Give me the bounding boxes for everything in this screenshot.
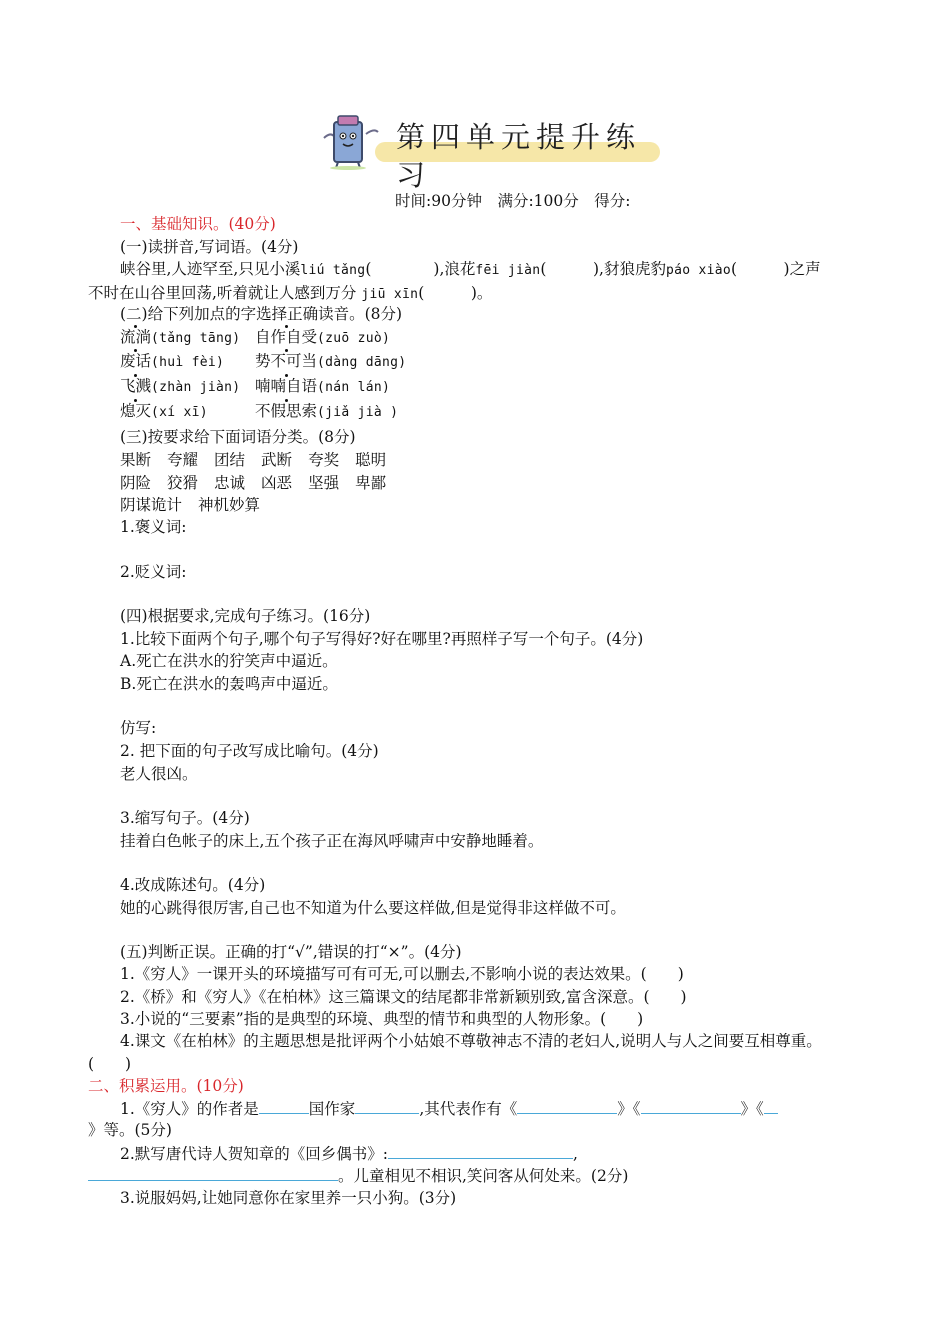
s2-item1: 1.《穷人》的作者是 国作家 ,其代表作有《 》《 》《 [120, 1097, 778, 1120]
q1-line1: 峡谷里,人迹罕至,只见小溪liú tǎng( ),浪花fēi jiàn( ),豺狼虎豹páo xiào( )之声 [120, 260, 821, 278]
word-list-row1 [120, 449, 402, 471]
word-item: 坚强 [308, 474, 340, 492]
book-mascot-icon [320, 112, 380, 170]
pinyin-liu-tang: liú tǎng [300, 263, 366, 278]
q4-item2: 2. 把下面的句子改写成比喻句。(4分) [120, 742, 379, 760]
word-list-row2 [120, 472, 402, 494]
q4-item3-text: 挂着白色帐子的床上,五个孩子正在海风呼啸声中安静地睡着。 [120, 832, 544, 850]
author-name-blank[interactable] [355, 1097, 419, 1114]
q5-item2: 2.《桥》和《穷人》《在柏林》这三篇课文的结尾都非常新颖别致,富含深意。( ) [120, 988, 687, 1006]
page-title: 第四单元提升练习 [396, 120, 642, 192]
title-banner [320, 112, 665, 192]
q4-item4-text: 她的心跳得很厉害,自己也不知道为什么要这样做,但是觉得非这样做不可。 [120, 899, 626, 917]
word-item: 神机妙算 [198, 496, 261, 514]
pinyin-choice[interactable]: (zhàn jiàn) [151, 380, 241, 395]
pinyin-choice[interactable]: (huì fèi) [151, 355, 225, 370]
q4-item3: 3.缩写句子。(4分) [120, 809, 250, 827]
word-item: 凶恶 [261, 474, 293, 492]
q4-sentence-b: B.死亡在洪水的轰鸣声中逼近。 [120, 675, 338, 693]
q4-item1: 1.比较下面两个句子,哪个句子写得好?好在哪里?再照样子写一个句子。(4分) [120, 630, 644, 648]
q2-row: 喃喃自语(nán lán) [255, 377, 391, 395]
word-item: 夸耀 [167, 451, 199, 469]
word-item: 武断 [261, 451, 293, 469]
work2-blank[interactable] [641, 1097, 741, 1114]
q2-row: 废话(huì fèi) [120, 352, 225, 370]
word-list-row3 [120, 494, 276, 516]
pinyin-choice[interactable]: (xí xī) [151, 405, 208, 420]
q2-row: 熄灭(xí xī) [120, 402, 208, 420]
q5-item3: 3.小说的“三要素”指的是典型的环境、典型的情节和典型的人物形象。( ) [120, 1010, 644, 1028]
work3-blank[interactable] [764, 1097, 778, 1114]
pinyin-jiu-xin: jiū xīn [361, 287, 419, 302]
q4-item2-text: 老人很凶。 [120, 765, 198, 783]
answer-blank[interactable]: ( )之声 [730, 260, 821, 278]
q1-line2: 不时在山谷里回荡,听着就让人感到万分 jiū xīn( )。 [88, 284, 493, 302]
q1-heading: (一)读拼音,写词语。(4分) [120, 238, 299, 256]
s2-item2: 2.默写唐代诗人贺知章的《回乡偶书》: , [120, 1142, 578, 1165]
author-blank[interactable] [259, 1097, 309, 1114]
answer-blank[interactable]: ( ),浪花 [365, 260, 476, 278]
pinyin-choice[interactable]: (dàng dāng) [317, 355, 407, 370]
s2-item2-line2: 。儿童相见不相识,笑问客从何处来。(2分) [88, 1164, 628, 1187]
q5-heading: (五)判断正误。正确的打“√”,错误的打“×”。(4分) [120, 943, 462, 961]
exam-meta: 时间:90分钟 满分:100分 得分: [395, 192, 631, 210]
pinyin-choice[interactable]: (tǎng tāng) [151, 331, 241, 346]
word-item: 卑鄙 [355, 474, 387, 492]
word-item: 果断 [120, 451, 152, 469]
q3-heading: (三)按要求给下面词语分类。(8分) [120, 428, 356, 446]
poem-line2-blank[interactable] [88, 1164, 338, 1181]
q2-row: 流淌(tǎng tāng) [120, 328, 241, 346]
word-item: 夸奖 [308, 451, 340, 469]
answer-blank[interactable]: ( )。 [418, 284, 493, 302]
word-item: 忠诚 [214, 474, 246, 492]
word-item: 阴谋诡计 [120, 496, 183, 514]
word-item: 狡猾 [167, 474, 199, 492]
s2-item3: 3.说服妈妈,让她同意你在家里养一只小狗。(3分) [120, 1189, 457, 1207]
answer-blank[interactable]: ( ),豺狼虎豹 [540, 260, 666, 278]
q2-row: 势不可当(dàng dāng) [255, 352, 407, 370]
q4-heading: (四)根据要求,完成句子练习。(16分) [120, 607, 371, 625]
q3-item1: 1.褒义词: [120, 518, 187, 536]
q3-item2: 2.贬义词: [120, 563, 187, 581]
q2-heading: (二)给下列加点的字选择正确读音。(8分) [120, 305, 403, 323]
q5-item4: 4.课文《在柏林》的主题思想是批评两个小姑娘不尊敬神志不清的老妇人,说明人与人之间要互相尊重。 [120, 1032, 822, 1050]
q5-item4-answer[interactable]: ( ) [88, 1055, 132, 1073]
pinyin-pao-xiao: páo xiào [665, 263, 731, 278]
pinyin-fei-jian: fēi jiàn [475, 263, 541, 278]
poem-line1-blank[interactable] [388, 1142, 573, 1159]
word-item: 阴险 [120, 474, 152, 492]
section2-heading: 二、积累运用。(10分) [88, 1077, 244, 1095]
q2-row: 飞溅(zhàn jiàn) [120, 377, 241, 395]
word-item: 聪明 [355, 451, 387, 469]
q5-item1: 1.《穷人》一课开头的环境描写可有可无,可以删去,不影响小说的表达效果。( ) [120, 965, 684, 983]
pinyin-choice[interactable]: (nán lán) [317, 380, 391, 395]
word-item: 团结 [214, 451, 246, 469]
q4-item4: 4.改成陈述句。(4分) [120, 876, 266, 894]
q2-row: 不假思索(jiǎ jià ) [255, 402, 399, 420]
s2-item1-tail: 》等。(5分) [88, 1121, 172, 1139]
work1-blank[interactable] [517, 1097, 617, 1114]
section1-heading: 一、基础知识。(40分) [120, 215, 276, 233]
q4-imitate-label: 仿写: [120, 719, 157, 737]
pinyin-choice[interactable]: (zuō zuò) [317, 331, 391, 346]
q2-row: 自作自受(zuō zuò) [255, 328, 391, 346]
pinyin-choice[interactable]: (jiǎ jià ) [317, 405, 399, 420]
q4-sentence-a: A.死亡在洪水的狞笑声中逼近。 [120, 652, 338, 670]
